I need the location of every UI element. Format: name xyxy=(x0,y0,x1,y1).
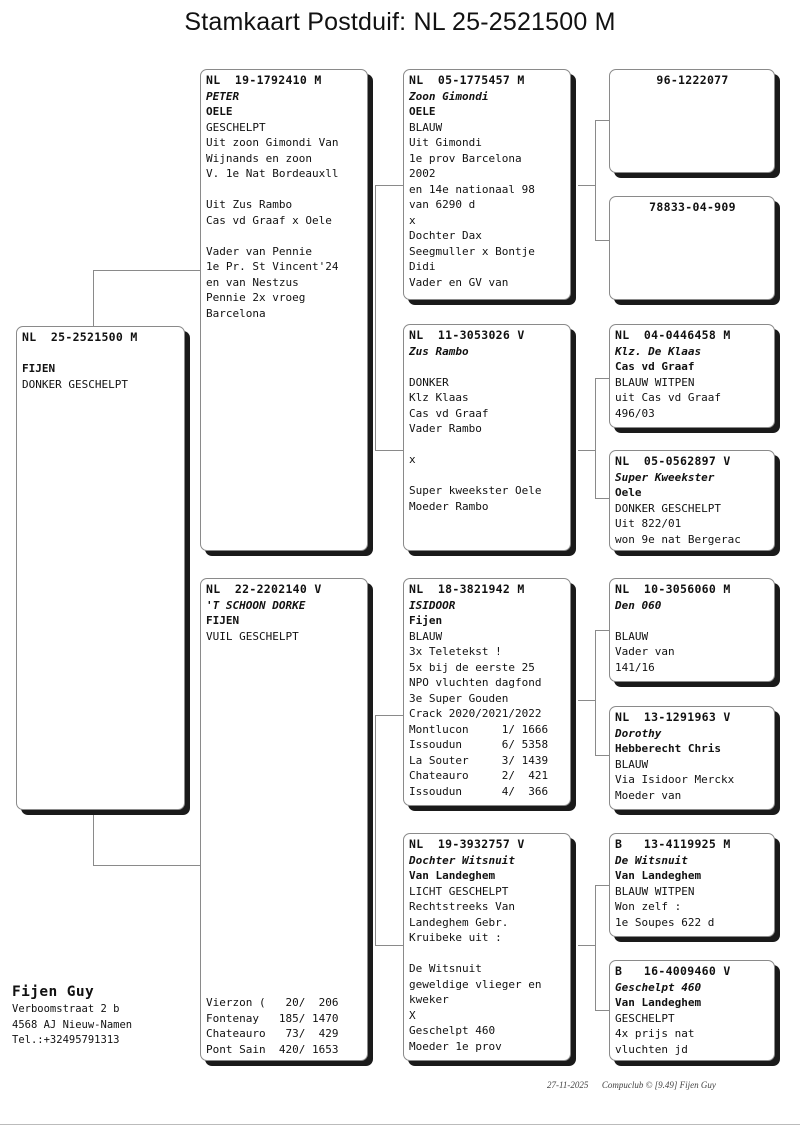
info-line: uit Cas vd Graaf xyxy=(615,391,721,404)
breeder-name: Van Landeghem xyxy=(409,869,496,882)
great-grandparent-card[interactable] xyxy=(609,578,775,682)
ring-number: NL 11-3053026 V xyxy=(409,328,525,342)
info-line: Moeder Rambo xyxy=(409,499,489,513)
race-result: Chateauro 73/ 429 xyxy=(206,1027,339,1040)
blank-line xyxy=(615,613,770,629)
info-line: van 6290 d xyxy=(409,198,476,211)
info-line: BLAUW xyxy=(615,629,649,643)
race-result: Pont Sain 420/ 1653 xyxy=(206,1042,339,1056)
breeder-name: OELE xyxy=(409,105,436,118)
ring-number: NL 22-2202140 V xyxy=(206,582,322,596)
breeder-name: Cas vd Graaf xyxy=(615,360,695,373)
ring-number: B 16-4009460 V xyxy=(615,964,731,978)
connector-line xyxy=(595,120,609,121)
info-line xyxy=(22,346,180,362)
connector-line xyxy=(595,498,609,499)
info-line: Via Isidoor Merckx xyxy=(615,773,735,786)
info-line: Crack 2020/2021/2022 xyxy=(409,707,542,720)
granddam-maternal-card[interactable] xyxy=(403,833,571,1061)
connector-line xyxy=(595,630,609,631)
info-line: LICHT GESCHELPT xyxy=(409,884,509,898)
info-line: De Witsnuit xyxy=(409,962,482,975)
ring-number: 78833-04-909 xyxy=(649,200,736,214)
info-line: 5x bij de eerste 25 xyxy=(409,660,535,674)
info-line: Klz Klaas xyxy=(409,391,469,404)
info-line: 496/03 xyxy=(615,406,655,420)
info-line: Moeder van xyxy=(615,788,682,802)
info-line: BLAUW xyxy=(615,757,649,771)
info-line: vluchten jd xyxy=(615,1042,688,1056)
great-grandparent-card[interactable] xyxy=(609,706,775,810)
info-line: Dochter Dax xyxy=(409,229,482,242)
info-line: Vader van Pennie xyxy=(206,244,312,258)
connector-line xyxy=(93,815,94,865)
breeder-name: Van Landeghem xyxy=(615,996,702,1009)
connector-line xyxy=(375,185,404,186)
info-line: VUIL GESCHELPT xyxy=(206,629,299,643)
breeder-name: OELE xyxy=(206,105,233,118)
connector-line xyxy=(595,1010,609,1011)
pigeon-name: Zoon Gimondi xyxy=(409,89,489,103)
info-line: BLAUW xyxy=(409,120,443,134)
connector-line xyxy=(595,885,609,886)
pigeon-name: ISIDOOR xyxy=(409,598,456,612)
info-line: Issoudun 6/ 5358 xyxy=(409,738,549,751)
ring-number: B 13-4119925 M xyxy=(615,837,731,851)
ring-number: NL 05-0562897 V xyxy=(615,454,731,468)
grandsire-paternal-card[interactable] xyxy=(403,69,571,300)
race-result: Vierzon ( 20/ 206 xyxy=(206,996,339,1009)
ring-number: NL 18-3821942 M xyxy=(409,582,525,596)
info-line: Vader van xyxy=(615,645,675,658)
connector-line xyxy=(93,270,94,330)
info-line: GESCHELPT xyxy=(206,120,266,134)
dam-card[interactable] xyxy=(200,578,368,1061)
great-grandparent-card[interactable] xyxy=(609,833,775,937)
info-line: La Souter 3/ 1439 xyxy=(409,753,549,767)
connector-line xyxy=(595,630,596,755)
ring-number: NL 04-0446458 M xyxy=(615,328,731,342)
owner-address-block xyxy=(12,982,132,1049)
connector-line xyxy=(375,450,404,451)
ring-number: NL 10-3056060 M xyxy=(615,582,731,596)
info-line: Montlucon 1/ 1666 xyxy=(409,722,549,736)
info-line: NPO vluchten dagfond xyxy=(409,676,542,689)
info-line: geweldige vlieger en xyxy=(409,977,542,991)
info-line: Uit 822/01 xyxy=(615,517,682,530)
pigeon-name: PETER xyxy=(206,89,240,103)
pigeon-name: Klz. De Klaas xyxy=(615,344,702,358)
connector-line xyxy=(375,185,376,450)
race-result: Fontenay 185/ 1470 xyxy=(206,1011,339,1025)
print-date: 27-11-2025 xyxy=(547,1080,589,1090)
info-line: Didi xyxy=(409,260,436,273)
pigeon-name: De Witsnuit xyxy=(615,853,688,867)
info-line: Won zelf : xyxy=(615,900,682,913)
pigeon-name: Dorothy xyxy=(615,726,662,740)
info-line: Vader Rambo xyxy=(409,422,482,435)
info-line: Barcelona xyxy=(206,306,266,320)
connector-line xyxy=(578,945,595,946)
bottom-divider xyxy=(0,1124,800,1125)
race-results xyxy=(206,995,338,1057)
connector-line xyxy=(595,240,609,241)
info-line: BLAUW WITPEN xyxy=(615,884,695,898)
info-line: Moeder 1e prov xyxy=(409,1039,502,1053)
breeder-name: FIJEN xyxy=(206,614,240,627)
breeder-name: Van Landeghem xyxy=(615,869,702,882)
info-line: DONKER GESCHELPT xyxy=(22,377,128,391)
connector-line xyxy=(375,945,404,946)
connector-line xyxy=(375,715,404,716)
breeder-name: Hebberecht Chris xyxy=(615,742,721,755)
info-line: Uit zoon Gimondi Van xyxy=(206,136,339,149)
great-grandparent-card[interactable] xyxy=(609,324,775,428)
info-line: Issoudun 4/ 366 xyxy=(409,784,549,798)
pigeon-name: Den 060 xyxy=(615,598,662,612)
great-grandparent-card[interactable] xyxy=(609,960,775,1061)
connector-line xyxy=(595,755,609,756)
info-line: GESCHELPT xyxy=(615,1011,675,1025)
great-grandparent-card[interactable] xyxy=(609,69,775,173)
owner-city: 4568 AJ Nieuw-Namen xyxy=(12,1018,133,1031)
info-line: 141/16 xyxy=(615,660,655,674)
info-line: Kruibeke uit : xyxy=(409,931,502,944)
connector-line xyxy=(578,450,595,451)
pigeon-name: Geschelpt 460 xyxy=(615,980,702,994)
info-line: Uit Zus Rambo xyxy=(206,198,293,211)
info-line: Pennie 2x vroeg xyxy=(206,291,306,304)
info-line: en 14e nationaal 98 xyxy=(409,182,535,196)
granddam-paternal-card[interactable] xyxy=(403,324,571,551)
breeder-name: Fijen xyxy=(409,614,443,627)
info-line: X xyxy=(409,1008,416,1022)
info-line: 3x Teletekst ! xyxy=(409,645,502,658)
connector-line xyxy=(595,378,596,498)
info-line xyxy=(409,946,566,962)
info-line: Uit Gimondi xyxy=(409,136,482,149)
ring-number: NL 13-1291963 V xyxy=(615,710,731,724)
owner-phone: Tel.:+32495791313 xyxy=(12,1034,120,1046)
pigeon-name: 'T SCHOON DORKE xyxy=(206,598,306,612)
breeder-name: Oele xyxy=(615,486,642,499)
info-line: 2002 xyxy=(409,167,436,180)
connector-line xyxy=(93,270,202,271)
info-line: BLAUW xyxy=(409,629,443,643)
info-line: Cas vd Graaf x Oele xyxy=(206,213,332,227)
footer xyxy=(547,1080,716,1090)
info-line: DONKER GESCHELPT xyxy=(615,501,721,515)
info-line: Super kweekster Oele xyxy=(409,484,542,497)
pigeon-name: Dochter Witsnuit xyxy=(409,853,515,867)
connector-line xyxy=(595,885,596,1010)
ring-number: NL 25-2521500 M xyxy=(22,330,138,344)
info-line: x xyxy=(409,213,416,227)
ring-number: NL 19-1792410 M xyxy=(206,73,322,87)
subject-pigeon-card[interactable] xyxy=(16,326,185,810)
ring-number: NL 05-1775457 M xyxy=(409,73,525,87)
info-line xyxy=(206,182,363,198)
info-line: kweker xyxy=(409,993,449,1006)
info-line: Vader en GV van xyxy=(409,275,509,289)
info-line: Geschelpt 460 xyxy=(409,1024,496,1037)
sire-card[interactable] xyxy=(200,69,368,551)
info-line: Seegmuller x Bontje xyxy=(409,244,535,258)
connector-line xyxy=(595,120,596,240)
info-line: 1e Soupes 622 d xyxy=(615,915,715,929)
connector-line xyxy=(93,865,202,866)
info-line: FIJEN xyxy=(22,362,56,375)
ring-number: NL 19-3932757 V xyxy=(409,837,525,851)
software-credit: Compuclub © [9.49] Fijen Guy xyxy=(601,1080,716,1090)
pigeon-name: Zus Rambo xyxy=(409,344,469,358)
great-grandparent-card[interactable] xyxy=(609,196,775,300)
info-line: DONKER xyxy=(409,375,449,389)
info-line: BLAUW WITPEN xyxy=(615,375,695,389)
grandsire-maternal-card[interactable] xyxy=(403,578,571,806)
info-line: Wijnands en zoon xyxy=(206,151,312,165)
owner-name: Fijen Guy xyxy=(12,984,95,1000)
info-line: Landeghem Gebr. xyxy=(409,915,509,929)
info-line xyxy=(206,228,363,244)
info-line: x xyxy=(409,453,416,466)
pigeon-name: Super Kweekster xyxy=(615,470,715,484)
blank-line xyxy=(409,359,566,375)
info-line: 1e prov Barcelona xyxy=(409,151,522,165)
ring-number: 96-1222077 xyxy=(656,73,729,87)
info-line xyxy=(409,468,566,484)
owner-street: Verboomstraat 2 b xyxy=(12,1003,120,1015)
page-title: Stamkaart Postduif: NL 25-2521500 M xyxy=(184,8,616,36)
connector-line xyxy=(578,700,595,701)
info-line: Rechtstreeks Van xyxy=(409,900,515,913)
connector-line xyxy=(375,715,376,945)
connector-line xyxy=(595,378,609,379)
info-line: en van Nestzus xyxy=(206,275,299,289)
info-line xyxy=(409,437,566,453)
info-line: Cas vd Graaf xyxy=(409,406,489,420)
info-line: V. 1e Nat Bordeauxll xyxy=(206,167,339,180)
connector-line xyxy=(578,185,595,186)
info-line: won 9e nat Bergerac xyxy=(615,532,741,546)
info-line: 1e Pr. St Vincent'24 xyxy=(206,260,339,273)
info-line: 3e Super Gouden xyxy=(409,691,509,705)
info-line: Chateauro 2/ 421 xyxy=(409,769,549,782)
great-grandparent-card[interactable] xyxy=(609,450,775,551)
info-line: 4x prijs nat xyxy=(615,1027,695,1040)
